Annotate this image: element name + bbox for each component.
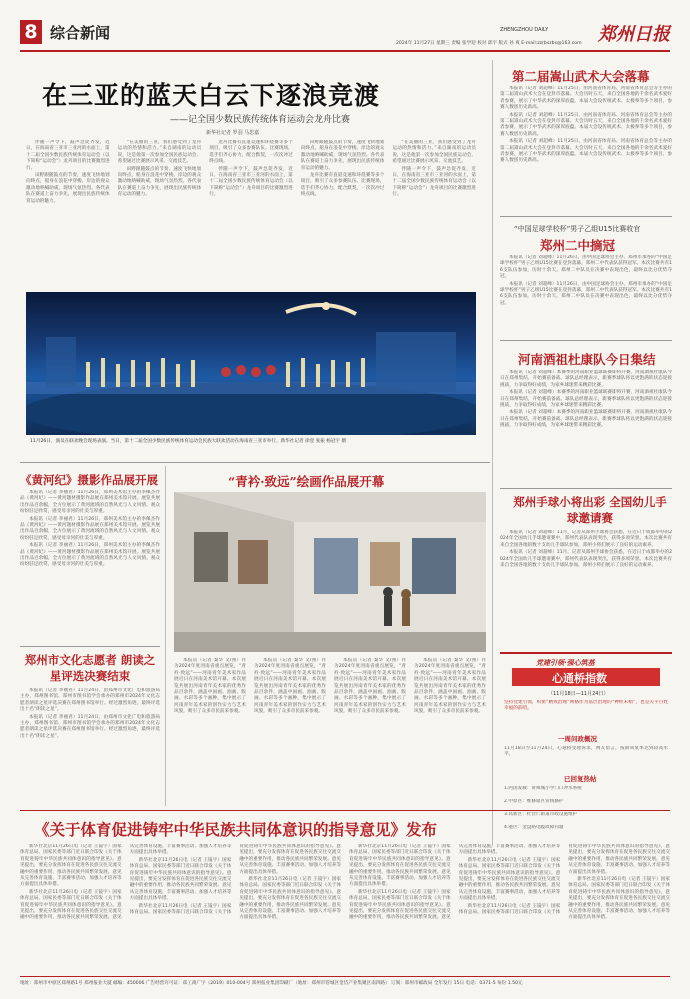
article-paragraph: 新华社北京11月26日电（记者 王镜宇）国家体育总局、国家民委等部门近日联合印发《关于体育促进铸牢中华民族共同体意识的指导意见》。意见提出，要充分发挥体育在促进各民族交往交流交融中的重要作用，推动各民族共同繁荣发展。意见从完善体育设施、丰富赛事活动、加强人才培养等方面提出具体举措。	[239, 877, 341, 921]
paper-en-name: ZHENGZHOU DAILY	[500, 27, 549, 33]
article-paragraph: 新华社北京11月26日电（记者 王镜宇）国家体育总局、国家民委等部门近日联合印发《关于体育促进铸牢中华民族共同体意识的指导意见》。意见提出，要充分发挥体育在促进各民族交往交流交融中的重要作用，推动各民族共同繁荣发展。意见从完善体育设施、丰富赛事活动、加强人才培养等方面提出具体举措。	[458, 857, 561, 902]
lead-photo	[26, 292, 476, 435]
index-week: （11月18日—11月24日）	[548, 691, 609, 697]
article-kicker: “中国足球学校杯”男子乙组U15比赛收官	[514, 225, 641, 233]
lead-paragraph: 田野跟随鼓点的节奏，速度飞快地划向终点，船身在浪花中穿梭。岸边的观众激动地呐喊助威，现场气氛热烈。各代表队在赛道上奋力争先，展现出民族传统体育运动的魅力。	[117, 166, 202, 198]
masthead	[0, 0, 690, 56]
article-paragraph: 新华社北京11月26日电（记者 王镜宇）国家体育总局、国家民委等部门近日联合印发《关于体育促进铸牢中华民族共同体意识的指导意见》。意见提出，要充分发挥体育在促进各民族交往交流交融中的重要作用，推动各民族共同繁荣发展。意见从完善体育设施、丰富赛事活动、加强人才培养等方面提出具体举措。	[348, 844, 561, 921]
article-paragraph: 本报讯（记者 李丽君）11月24日，由郑州市文化广电和旅游局主办，郑州图书馆、郑州市图书馆学会承办的郑州市2024年文化志愿者朗读之星评选决赛在郑州图书馆举行。经过激烈角逐，最终评选出十名“朗读之星”。	[20, 688, 160, 713]
article-paragraph: 新华社北京11月26日电（记者 王镜宇）国家体育总局、国家民委等部门近日联合印发《关于体育促进铸牢中华民族共同体意识的指导意见》。意见提出，要充分发挥体育在促进各民族交往交流交融中的重要作用，推动各民族共同繁荣发展。意见从完善体育设施、丰富赛事活动、加强人才培养等方面提出具体举措。	[20, 844, 122, 888]
article-paragraph: 新华社北京11月26日电（记者 王镜宇）国家体育总局、国家民委等部门近日联合印发《关于体育促进铸牢中华民族共同体意识的指导意见》。意见提出，要充分发挥体育在促进各民族交往交流交融中的重要作用，推动各民族共同繁荣发展。意见从完善体育设施、丰富赛事活动、加强人才培养等方面提出具体举措。	[129, 857, 232, 902]
lead-subtitle: ——记全国少数民族传统体育运动会龙舟比赛	[170, 115, 351, 125]
lead-paragraph: 伴随一声令下，鼓声急促齐发，近日，在海南省三亚市三亚河的水面上，第十二届全国少数民族传统体育运动会（以下简称“运动会”）龙舟项目的比赛激烈进行。	[392, 166, 476, 198]
lead-paragraph: “在美丽的三亚，我们感受到了龙舟运动的热情和活力。”来自湖南的运动员说，这是他第一次参加全国民族运动会，希望通过比赛展示风采、交流技艺。	[392, 140, 476, 165]
article-title: 第二届嵩山武术大会落幕	[512, 69, 650, 84]
article-title: 郑州市文化志愿者 朗读之星评选决赛结束	[24, 653, 156, 683]
section-rule	[20, 810, 670, 811]
lead-paragraph: 田野跟随鼓点的节奏，速度飞快地划向终点，船身在浪花中穿梭。岸边的观众激动地呐喊助威，现场气氛热烈。各代表队在赛道上奋力争先，展现出民族传统体育运动的魅力。	[300, 140, 385, 171]
article-paragraph: 本报讯（记者 刘超峰）11月26日，由中国足球协会主办、郑州市承办的“中国足球学校杯”男子乙组U15比赛在登封落幕，郑州二中代表队获得冠军。本次比赛共有16支队伍参加，历时十余天。郑州二中队员在决赛中表现出色，最终以比分优势夺冠。	[500, 281, 672, 306]
hot-post-item[interactable]: 2.中原区：维修辖区管线修护	[504, 799, 564, 804]
article-paragraph: 本报讯（记者 秦华 文/图）作为2024年度河南省重点展览，“青衿·致远”——河南青年美术家作品展近日在河南美术馆开幕。本次展览共展出河南青年美术家的优秀作品百余件，涵盖中国画、油画、版画、水彩等多个画种，集中展示了河南青年美术家的创作实力与艺术风貌，吸引了众多市民前来参观。	[174, 658, 246, 715]
article-title: 河南酒祖杜康队今日集结	[518, 352, 656, 367]
article-body	[20, 490, 160, 650]
article-divider	[500, 216, 672, 217]
lead-paragraph: 龙舟比赛有直道竞速和环绕赛等多个项目，吸引了众多参赛队伍。比赛现场，选手们齐心协力，配合默契，一次次冲过终点线。	[209, 140, 293, 165]
article-paragraph: 本报讯（记者 李丽君）11月26日，郑州美术馆主办的李佩杰作品《黄河纪》——黄河题材摄影作品展在郑州美术馆开展。展览共展出作品百余幅，全方位展示了黄河流域的自然风光与人文风情。观众纷纷驻足欣赏，感受母亲河的壮美与厚重。	[20, 543, 160, 568]
article-paragraph: 本报讯（记者 刘超峰）11月26日，由中国足球协会主办、郑州市承办的“中国足球学校杯”男子乙组U15比赛在登封落幕，郑州二中代表队获得冠军。本次比赛共有16支队伍参加，历时十余天。郑州二中队员在决赛中表现出色，最终以比分优势夺冠。	[500, 255, 672, 280]
article-body	[500, 370, 672, 490]
section-name: 综合新闻	[50, 24, 111, 42]
lead-columns	[26, 140, 476, 290]
article-title: 郑州二中摘冠	[540, 238, 616, 253]
hot-post-item[interactable]: 3.高新区：杜营仁街道市政设施维护	[504, 812, 578, 817]
article-title: 《黄河纪》摄影作品展开展	[20, 473, 158, 487]
article-body	[500, 255, 672, 335]
article-paragraph: 本报讯（记者 秦华 文/图）作为2024年度河南省重点展览，“青衿·致远”——河南青年美术家作品展近日在河南美术馆开幕。本次展览共展出河南青年美术家的优秀作品百余件，涵盖中国画、油画、版画、水彩等多个画种，集中展示了河南青年美术家的创作实力与艺术风貌，吸引了众多市民前来参观。	[334, 658, 406, 715]
lead-paragraph: 田野跟随鼓点的节奏，速度飞快地划向终点，船身在浪花中穿梭。岸边的观众激动地呐喊助威，现场气氛热烈。各代表队在赛道上奋力争先，展现出民族传统体育运动的魅力。	[26, 173, 110, 204]
exhibition-hall-illustration	[174, 492, 486, 652]
gallery-photo	[174, 492, 486, 652]
article-paragraph: 本报讯（记者 刘超峰）本赛季的河南职业篮球联赛即将开赛，河南酒祖杜康队今日在郑州集结，开始赛前备战。球队总经理表示，新赛季球队将以更饱满的状态迎接挑战，力争取得好成绩，为家乡球迷带来精彩比赛。	[500, 390, 672, 409]
paper-logo: 郑州日报	[598, 24, 670, 45]
article-paragraph: 本报讯（记者 刘超峰）11月，记者从郑州手球协会获悉，在近日于成都举办的2024年全国幼儿手球邀请赛中，郑州代表队表现突出，获得多项荣誉。本次比赛共有来自全国各地的数十支幼儿手球队参加，郑州小将们展示了良好的运动素养。	[500, 550, 672, 569]
section-divider	[20, 462, 490, 463]
article-paragraph: 本报讯（记者 李丽君）11月24日，由郑州市文化广电和旅游局主办，郑州图书馆、郑州市图书馆学会承办的郑州市2024年文化志愿者朗读之星评选决赛在郑州图书馆举行。经过激烈角逐，最终评选出十名“朗读之星”。	[20, 714, 160, 739]
article-paragraph: 本报讯（记者 刘超峰）11月25日，由河南省体育局、河南省体育总会等主办的第二届嵩山武术大会在登封市落幕。大会历时五天，来自全国各地的千余名武术爱好者参赛，展示了中华武术的深厚底蕴。本届大会设传统武术、太极拳等多个项目，参赛人数创历史新高。	[500, 86, 672, 111]
article-body	[20, 688, 160, 804]
lead-paragraph: “在美丽的三亚，我们感受到了龙舟运动的热情和活力。”来自湖南的运动员说，这是他第一次参加全国民族运动会，希望通过比赛展示风采、交流技艺。	[117, 140, 202, 165]
article-divider	[500, 488, 672, 489]
date-line: 2024年 11月27日 星期三 责编 张学迎 校对 邱宇 版式 孙 爽 E-mail:zzrbszbs@163.com	[396, 41, 582, 46]
article-body	[500, 530, 672, 645]
lead-photo-caption: 11月26日，演员在联欢晚会现场表演。当日，第十二届全国少数民族传统体育运动会民族大联欢活动在海南省三亚市举行。新华社记者 徐壹 张振 杨冠宇 摄	[30, 439, 347, 444]
index-title: 心通桥指数	[552, 672, 607, 685]
index-banner: 党建引领·强心筑基	[536, 659, 595, 667]
mid-left-column	[20, 466, 160, 806]
index-box-title: 一周问政概况	[558, 735, 597, 743]
article-paragraph: 本报讯（记者 秦华 文/图）作为2024年度河南省重点展览，“青衿·致远”——河南青年美术家作品展近日在河南美术馆开幕。本次展览共展出河南青年美术家的优秀作品百余件，涵盖中国画、油画、版画、水彩等多个画种，集中展示了河南青年美术家的创作实力与艺术风貌，吸引了众多市民前来参观。	[414, 658, 486, 715]
masthead-rule	[20, 50, 670, 52]
performance-stage-illustration	[26, 292, 476, 435]
lead-paragraph: 伴随一声令下，鼓声急促齐发，近日，在海南省三亚市三亚河的水面上，第十二届全国少数民族传统体育运动会（以下简称“运动会”）龙舟项目的比赛激烈进行。	[209, 166, 293, 198]
index-summary: 11月18日至11月24日，心通桥受理诉求，网友留言，按期回复率达到较高水平。	[504, 746, 668, 758]
page-number: 8	[20, 20, 42, 44]
article-title: 郑州手球小将出彩 全国幼儿手球邀请赛	[513, 495, 667, 525]
article-title: “青衿·致远”绘画作品展开幕	[228, 474, 385, 489]
index-lead: 坚持党建引领，织密“精致治理”网格作为基层治理的“神经末梢”，也是关乎百姓幸福的前哨。	[504, 700, 668, 712]
article-paragraph: 本报讯（记者 秦华 文/图）作为2024年度河南省重点展览，“青衿·致远”——河南青年美术家作品展近日在河南美术馆开幕。本次展览共展出河南青年美术家的优秀作品百余件，涵盖中国画、油画、版画、水彩等多个画种，集中展示了河南青年美术家的创作实力与艺术风貌，吸引了众多市民前来参观。	[254, 658, 326, 715]
mid-feature	[172, 466, 488, 806]
article-paragraph: 新华社北京11月26日电（记者 王镜宇）国家体育总局、国家民委等部门近日联合印发《关于体育促进铸牢中华民族共同体意识的指导意见》。意见提出，要充分发挥体育在促进各民族交往交流交融中的重要作用，推动各民族共同繁荣发展。意见从完善体育设施、丰富赛事活动、加强人才培养等方面提出具体举措。	[20, 844, 232, 921]
article-paragraph: 本报讯（记者 李丽君）11月26日，郑州美术馆主办的李佩杰作品《黄河纪》——黄河题材摄影作品展在郑州美术馆开展。展览共展出作品百余幅，全方位展示了黄河流域的自然风光与人文风情。观众纷纷驻足欣赏，感受母亲河的壮美与厚重。	[20, 490, 160, 515]
article-divider	[500, 340, 672, 341]
article-divider	[20, 646, 160, 647]
hot-post-item[interactable]: 1.阿国发城：讲师城小学门口冲水系统	[504, 786, 582, 791]
article-paragraph: 本报讯（记者 刘超峰）11月25日，由河南省体育局、河南省体育总会等主办的第二届嵩山武术大会在登封市落幕。大会历时五天，来自全国各地的千余名武术爱好者参赛，展示了中华武术的深厚底蕴。本届大会设传统武术、太极拳等多个项目，参赛人数创历史新高。	[500, 112, 672, 137]
article-title: 《关于体育促进铸牢中华民族共同体意识的指导意见》发布	[34, 820, 438, 839]
lead-article	[20, 60, 490, 460]
column-divider	[492, 60, 493, 846]
article-paragraph: 新华社北京11月26日电（记者 王镜宇）国家体育总局、国家民委等部门近日联合印发《关于体育促进铸牢中华民族共同体意识的指导意见》。意见提出，要充分发挥体育在促进各民族交往交流交融中的重要作用，推动各民族共同繁荣发展。意见从完善体育设施、丰富赛事活动、加强人才培养等方面提出具体举措。	[568, 877, 670, 921]
article-paragraph: 本报讯（记者 刘超峰）11月25日，由河南省体育局、河南省体育总会等主办的第二届嵩山武术大会在登封市落幕。大会历时五天，来自全国各地的千余名武术爱好者参赛，展示了中华武术的深厚底蕴。本届大会设传统武术、太极拳等多个项目，参赛人数创历史新高。	[500, 139, 672, 164]
footer: 地址：郑州市中原区郑州路1号 郑州报业大厦 邮编：450006 广告经营许可证：郑工商广字（2019）010-004号 郑州报业集团印刷厂（地址：郑州市管城区金岱产业集聚区南四路） 订阅：郑州市邮政局 全年发行 15日 电话：0371-5 每份 1.50元	[20, 981, 523, 986]
bottom-article	[20, 812, 670, 972]
article-body	[500, 86, 672, 211]
right-column	[500, 60, 672, 850]
article-paragraph: 本报讯（记者 刘超峰）11月，记者从郑州手球协会获悉，在近日于成都举办的2024年全国幼儿手球邀请赛中，郑州代表队表现突出，获得多项荣誉。本次比赛共有来自全国各地的数十支幼儿手球队参加，郑州小将们展示了良好的运动素养。	[500, 530, 672, 548]
article-body	[20, 844, 670, 970]
article-paragraph: 新华社北京11月26日电（记者 王镜宇）国家体育总局、国家民委等部门近日联合印发《关于体育促进铸牢中华民族共同体意识的指导意见》。意见提出，要充分发挥体育在促进各民族交往交流交融中的重要作用，推动各民族共同繁荣发展。意见从完善体育设施、丰富赛事活动、加强人才培养等方面提出具体举措。	[348, 844, 451, 888]
footer-rule	[20, 976, 670, 977]
lead-title: 在三亚的蓝天白云下逐浪竞渡	[42, 81, 381, 110]
lead-byline: 新华社记者 罗羽 马思嘉	[206, 130, 260, 136]
lead-paragraph: 伴随一声令下，鼓声急促齐发，近日，在海南省三亚市三亚河的水面上，第十二届全国少数民族传统体育运动会（以下简称“运动会”）龙舟项目的比赛激烈进行。	[26, 140, 110, 171]
column-divider	[165, 466, 166, 806]
article-paragraph: 本报讯（记者 刘超峰）本赛季的河南职业篮球联赛即将开赛，河南酒祖杜康队今日在郑州集结，开始赛前备战。球队总经理表示，新赛季球队将以更饱满的状态迎接挑战，力争取得好成绩，为家乡球迷带来精彩比赛。	[500, 370, 672, 388]
article-paragraph: 新华社北京11月26日电（记者 王镜宇）国家体育总局、国家民委等部门近日联合印发《关于体育促进铸牢中华民族共同体意识的指导意见》。意见提出，要充分发挥体育在促进各民族交往交流交融中的重要作用，推动各民族共同繁荣发展。意见从完善体育设施、丰富赛事活动、加强人才培养等方面提出具体举措。	[129, 844, 341, 916]
article-paragraph: 新华社北京11月26日电（记者 王镜宇）国家体育总局、国家民委等部门近日联合印发《关于体育促进铸牢中华民族共同体意识的指导意见》。意见提出，要充分发挥体育在促进各民族交往交流交融中的重要作用，推动各民族共同繁荣发展。意见从完善体育设施、丰富赛事活动、加强人才培养等方面提出具体举措。	[458, 844, 670, 916]
hot-post-item[interactable]: 4.港区：金盘路电缆故障问题	[504, 825, 564, 830]
lead-paragraph: 龙舟比赛有直道竞速和环绕赛等多个项目，吸引了众多参赛队伍。比赛现场，选手们齐心协力，配合默契，一次次冲过终点线。	[300, 173, 385, 198]
article-paragraph: 本报讯（记者 李丽君）11月26日，郑州美术馆主办的李佩杰作品《黄河纪》——黄河题材摄影作品展在郑州美术馆开展。展览共展出作品百余幅，全方位展示了黄河流域的自然风光与人文风情。观众纷纷驻足欣赏，感受母亲河的壮美与厚重。	[20, 516, 160, 541]
hot-posts-label: 已回复热帖	[564, 775, 597, 783]
article-paragraph: 本报讯（记者 刘超峰）本赛季的河南职业篮球联赛即将开赛，河南酒祖杜康队今日在郑州集结，开始赛前备战。球队总经理表示，新赛季球队将以更饱满的状态迎接挑战，力争取得好成绩，为家乡球迷带来精彩比赛。	[500, 410, 672, 429]
article-body	[174, 658, 486, 804]
